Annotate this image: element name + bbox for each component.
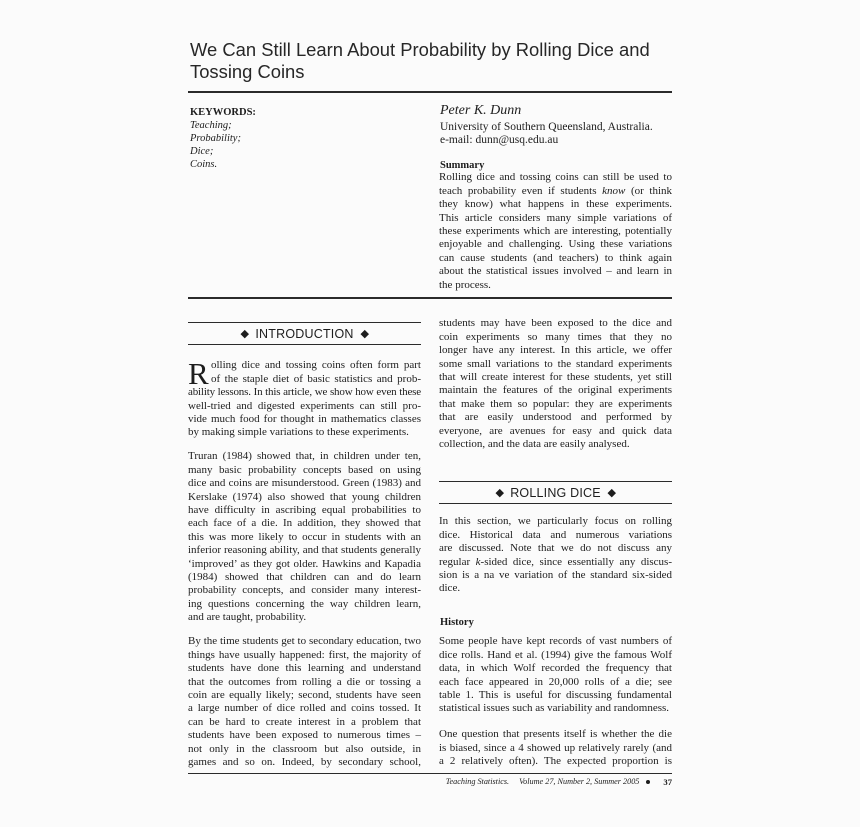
page-number: 37: [663, 777, 672, 787]
text-run: a 2 relatively often). The expected proportion is: [439, 755, 672, 768]
text-line: [188, 426, 421, 439]
text-line: [188, 491, 421, 504]
text-run: that will create interest for these students, yet still: [439, 370, 672, 383]
keyword: Probability;: [190, 133, 241, 144]
text-run: enjoyable and challenging. Using these variations: [439, 238, 672, 251]
text-run: table 1. This is useful for discussing fundamental: [439, 688, 672, 701]
text-run: inferior reasoning ability, and that students generally: [188, 544, 421, 557]
intro-paragraph-1: [188, 355, 421, 439]
diamond-icon: [241, 330, 249, 338]
text-line: [439, 515, 672, 528]
text-line: [439, 371, 672, 384]
text-run: One question that presents itself is whether the die: [439, 728, 672, 741]
keyword: Dice;: [190, 146, 214, 157]
text-run: they know) what happens in these experiments.: [439, 198, 672, 211]
text-run: ing questions concerning the way children learn,: [188, 597, 421, 610]
intro-paragraph-3-continued: [439, 317, 672, 451]
text-line: [188, 517, 421, 530]
text-run: ‘improved’ as they got older. Hawkins and Kapadia: [188, 557, 421, 570]
text-run: that are easily understood and performed by: [439, 411, 672, 424]
text-line: [188, 373, 421, 386]
text-run: students have done this learning and understand: [188, 662, 421, 675]
email: e-mail: dunn@usq.edu.au: [440, 133, 559, 146]
text-line: [188, 544, 421, 557]
text-run: regular: [439, 555, 476, 568]
section-title: ROLLING DICE: [510, 485, 601, 500]
keyword: Coins.: [190, 159, 218, 170]
text-line: [439, 358, 672, 371]
text-line: [439, 689, 672, 702]
text-line: [439, 742, 672, 755]
text-line: [188, 702, 421, 715]
rule-bottom: [188, 773, 672, 775]
text-run: olling dice and tossing coins often form part: [211, 359, 421, 372]
text-line: [439, 728, 672, 741]
text-run: coin experiments so many times that they no: [439, 330, 672, 343]
text-line: [188, 464, 421, 477]
text-run: everyone, are avenues for easy and quick data: [439, 424, 672, 437]
text-run: about the statistical issues involved – and learn in: [439, 265, 672, 278]
text-line: [439, 384, 672, 397]
text-run: dice rolls. Hand et al. (1994) give the famous Wolf: [439, 648, 672, 661]
text-run: some small variations to the standard experiments: [439, 357, 672, 370]
text-run: Kerslake (1974) also showed that young children: [188, 490, 421, 503]
diamond-icon: [608, 489, 616, 497]
journal-name: Teaching Statistics.: [445, 777, 510, 786]
text-run: In this section, we particularly focus on rolling: [439, 515, 672, 528]
text-run: games and so on. Indeed, by secondary school,: [188, 755, 421, 768]
text-run: and are taught, probability.: [188, 611, 307, 624]
summary-text: [439, 171, 672, 292]
text-run: Some people have kept records of vast numbers of: [439, 635, 672, 648]
text-run: vide much food for thought in mathematics classes: [188, 412, 421, 425]
text-run: have difficulty in ascribing equal probabilities to: [188, 503, 421, 516]
text-run: Truran (1984) showed that, in children under ten,: [188, 450, 421, 463]
intro-paragraph-3: [188, 635, 421, 769]
rule-top: [188, 91, 672, 93]
text-line: [439, 662, 672, 675]
text-line: [439, 238, 672, 251]
text-line: [439, 225, 672, 238]
text-run: can cause students (and teachers) to think again: [439, 251, 672, 264]
text-line: [188, 504, 421, 517]
text-run: maintain the features of the original experiments: [439, 384, 672, 397]
text-line: [439, 265, 672, 278]
section-heading-rolling-dice: [439, 481, 672, 504]
text-line: [188, 662, 421, 675]
text-line: [439, 198, 672, 211]
text-line: [188, 531, 421, 544]
text-run: dice.: [439, 582, 461, 595]
section-heading-introduction: [188, 322, 421, 345]
text-line: [188, 400, 421, 413]
section-title: INTRODUCTION: [255, 326, 354, 341]
text-line: [439, 344, 672, 357]
drop-cap: R: [188, 355, 209, 391]
summary-heading: Summary: [440, 159, 485, 171]
text-line: [439, 279, 672, 292]
text-line: [439, 331, 672, 344]
text-run: students have been exposed to numerous times –: [188, 729, 421, 742]
text-run: not only in the classroom but also outside, in: [188, 742, 421, 755]
text-run: ability lessons. In this article, we show how even these: [188, 386, 421, 399]
text-line: [439, 556, 672, 569]
text-run: data, in which Wolf recorded the frequency that: [439, 662, 672, 675]
text-line: [188, 584, 421, 597]
text-run: these experiments which are interesting, potentially: [439, 224, 672, 237]
text-run: by making simple variations to these experiments.: [188, 426, 409, 439]
text-line: [188, 450, 421, 463]
text-line: [188, 359, 421, 372]
text-line: [439, 252, 672, 265]
text-run: can be hard to create interest in a problem that: [188, 715, 421, 728]
text-line: [188, 635, 421, 648]
bullet-icon: [646, 780, 650, 784]
text-line: [188, 743, 421, 756]
text-line: [439, 317, 672, 330]
text-run: teach probability even if students: [439, 184, 603, 197]
text-run: By the time students get to secondary education, two: [188, 635, 421, 648]
text-run: that make them so popular: they are experiments: [439, 397, 672, 410]
text-run: sion is a na ve variation of the standard six-sided: [439, 568, 672, 581]
text-line: [188, 649, 421, 662]
text-line: [439, 185, 672, 198]
article-title: [190, 39, 672, 83]
page-footer: [446, 776, 672, 788]
diamond-icon: [360, 330, 368, 338]
text-run: statistical issues such as variability and randomness.: [439, 702, 670, 715]
text-line: [439, 702, 672, 715]
text-run: of the staple diet of basic statistics and prob-: [211, 372, 421, 385]
text-line: [188, 611, 421, 624]
text-run: This article considers many simple variations of: [439, 211, 672, 224]
text-line: [439, 411, 672, 424]
author-details: [440, 121, 653, 147]
text-run: this was more likely to occur in students with an: [188, 530, 421, 543]
text-run: is biased, since a 4 showed up relatively rarely (and: [439, 741, 672, 754]
text-run: probability concepts, and consider many interest-: [188, 584, 421, 597]
text-line: [188, 386, 421, 399]
intro-paragraph-2: [188, 450, 421, 624]
author-name: Peter K. Dunn: [440, 103, 522, 118]
history-heading: History: [440, 616, 474, 628]
text-run: each face of a die. In addition, they showed that: [188, 517, 421, 530]
text-run: each face appeared in 20,000 rolls of a die; see: [439, 675, 672, 688]
text-run: longer have any interest. In this article, we offer: [439, 344, 672, 357]
keyword: Teaching;: [190, 120, 232, 131]
text-line: [439, 755, 672, 768]
text-line: [439, 582, 672, 595]
history-paragraph-2: [439, 728, 672, 768]
text-run: coin are equally likely; second, students have seen: [188, 688, 421, 701]
text-line: [188, 756, 421, 769]
text-line: [188, 571, 421, 584]
history-paragraph-1: [439, 635, 672, 715]
text-run: a large number of dice rolled and coins tossed. It: [188, 702, 421, 715]
text-run: students may have been exposed to the dice and: [439, 317, 672, 330]
text-line: [188, 413, 421, 426]
text-line: [439, 676, 672, 689]
text-line: [439, 425, 672, 438]
text-run: -sided dice, since essentially any discus-: [480, 555, 672, 568]
text-line: [188, 689, 421, 702]
text-run: (1984) showed that children can and do learn: [188, 570, 421, 583]
text-line: [439, 649, 672, 662]
text-line: [188, 676, 421, 689]
text-run: dice and coins are misunderstood. Green (1983) and: [188, 477, 421, 490]
text-line: [439, 171, 672, 184]
issue-info: Volume 27, Number 2, Summer 2005: [519, 777, 640, 786]
diamond-icon: [496, 489, 504, 497]
rolling-dice-paragraph: [439, 515, 672, 595]
text-run: well-tried and digested experiments can still pro-: [188, 399, 421, 412]
text-run: things have usually happened: first, the majority of: [188, 648, 421, 661]
text-run: (or think: [625, 184, 672, 197]
text-line: [439, 529, 672, 542]
text-line: [188, 729, 421, 742]
text-run: collection, and the data are easily analysed.: [439, 437, 630, 450]
text-run: dice. Historical data and numerous variations: [439, 528, 672, 541]
text-run: are discussed. Note that we do not discuss any: [439, 542, 672, 555]
text-line: [439, 569, 672, 582]
text-line: [439, 438, 672, 451]
text-line: [439, 398, 672, 411]
text-run: Rolling dice and tossing coins can still be used to: [439, 171, 672, 184]
italic-text: k: [475, 555, 481, 568]
title-line-2: Tossing Coins: [190, 61, 305, 82]
text-line: [188, 598, 421, 611]
text-line: [439, 635, 672, 648]
rule-middle: [188, 297, 672, 299]
text-run: many basic probability concepts based on using: [188, 463, 421, 476]
text-line: [188, 477, 421, 490]
text-line: [188, 716, 421, 729]
text-line: [439, 212, 672, 225]
keywords-heading: KEYWORDS:: [190, 107, 256, 118]
italic-text: know: [602, 184, 626, 197]
text-run: that the outcomes from rolling a die or tossing a: [188, 675, 421, 688]
text-line: [188, 558, 421, 571]
text-run: the process.: [439, 278, 491, 291]
keywords-block: [190, 106, 256, 171]
affiliation: University of Southern Queensland, Australia.: [440, 120, 653, 133]
title-line-1: We Can Still Learn About Probability by Rolling Dice and: [190, 39, 650, 60]
text-line: [439, 542, 672, 555]
